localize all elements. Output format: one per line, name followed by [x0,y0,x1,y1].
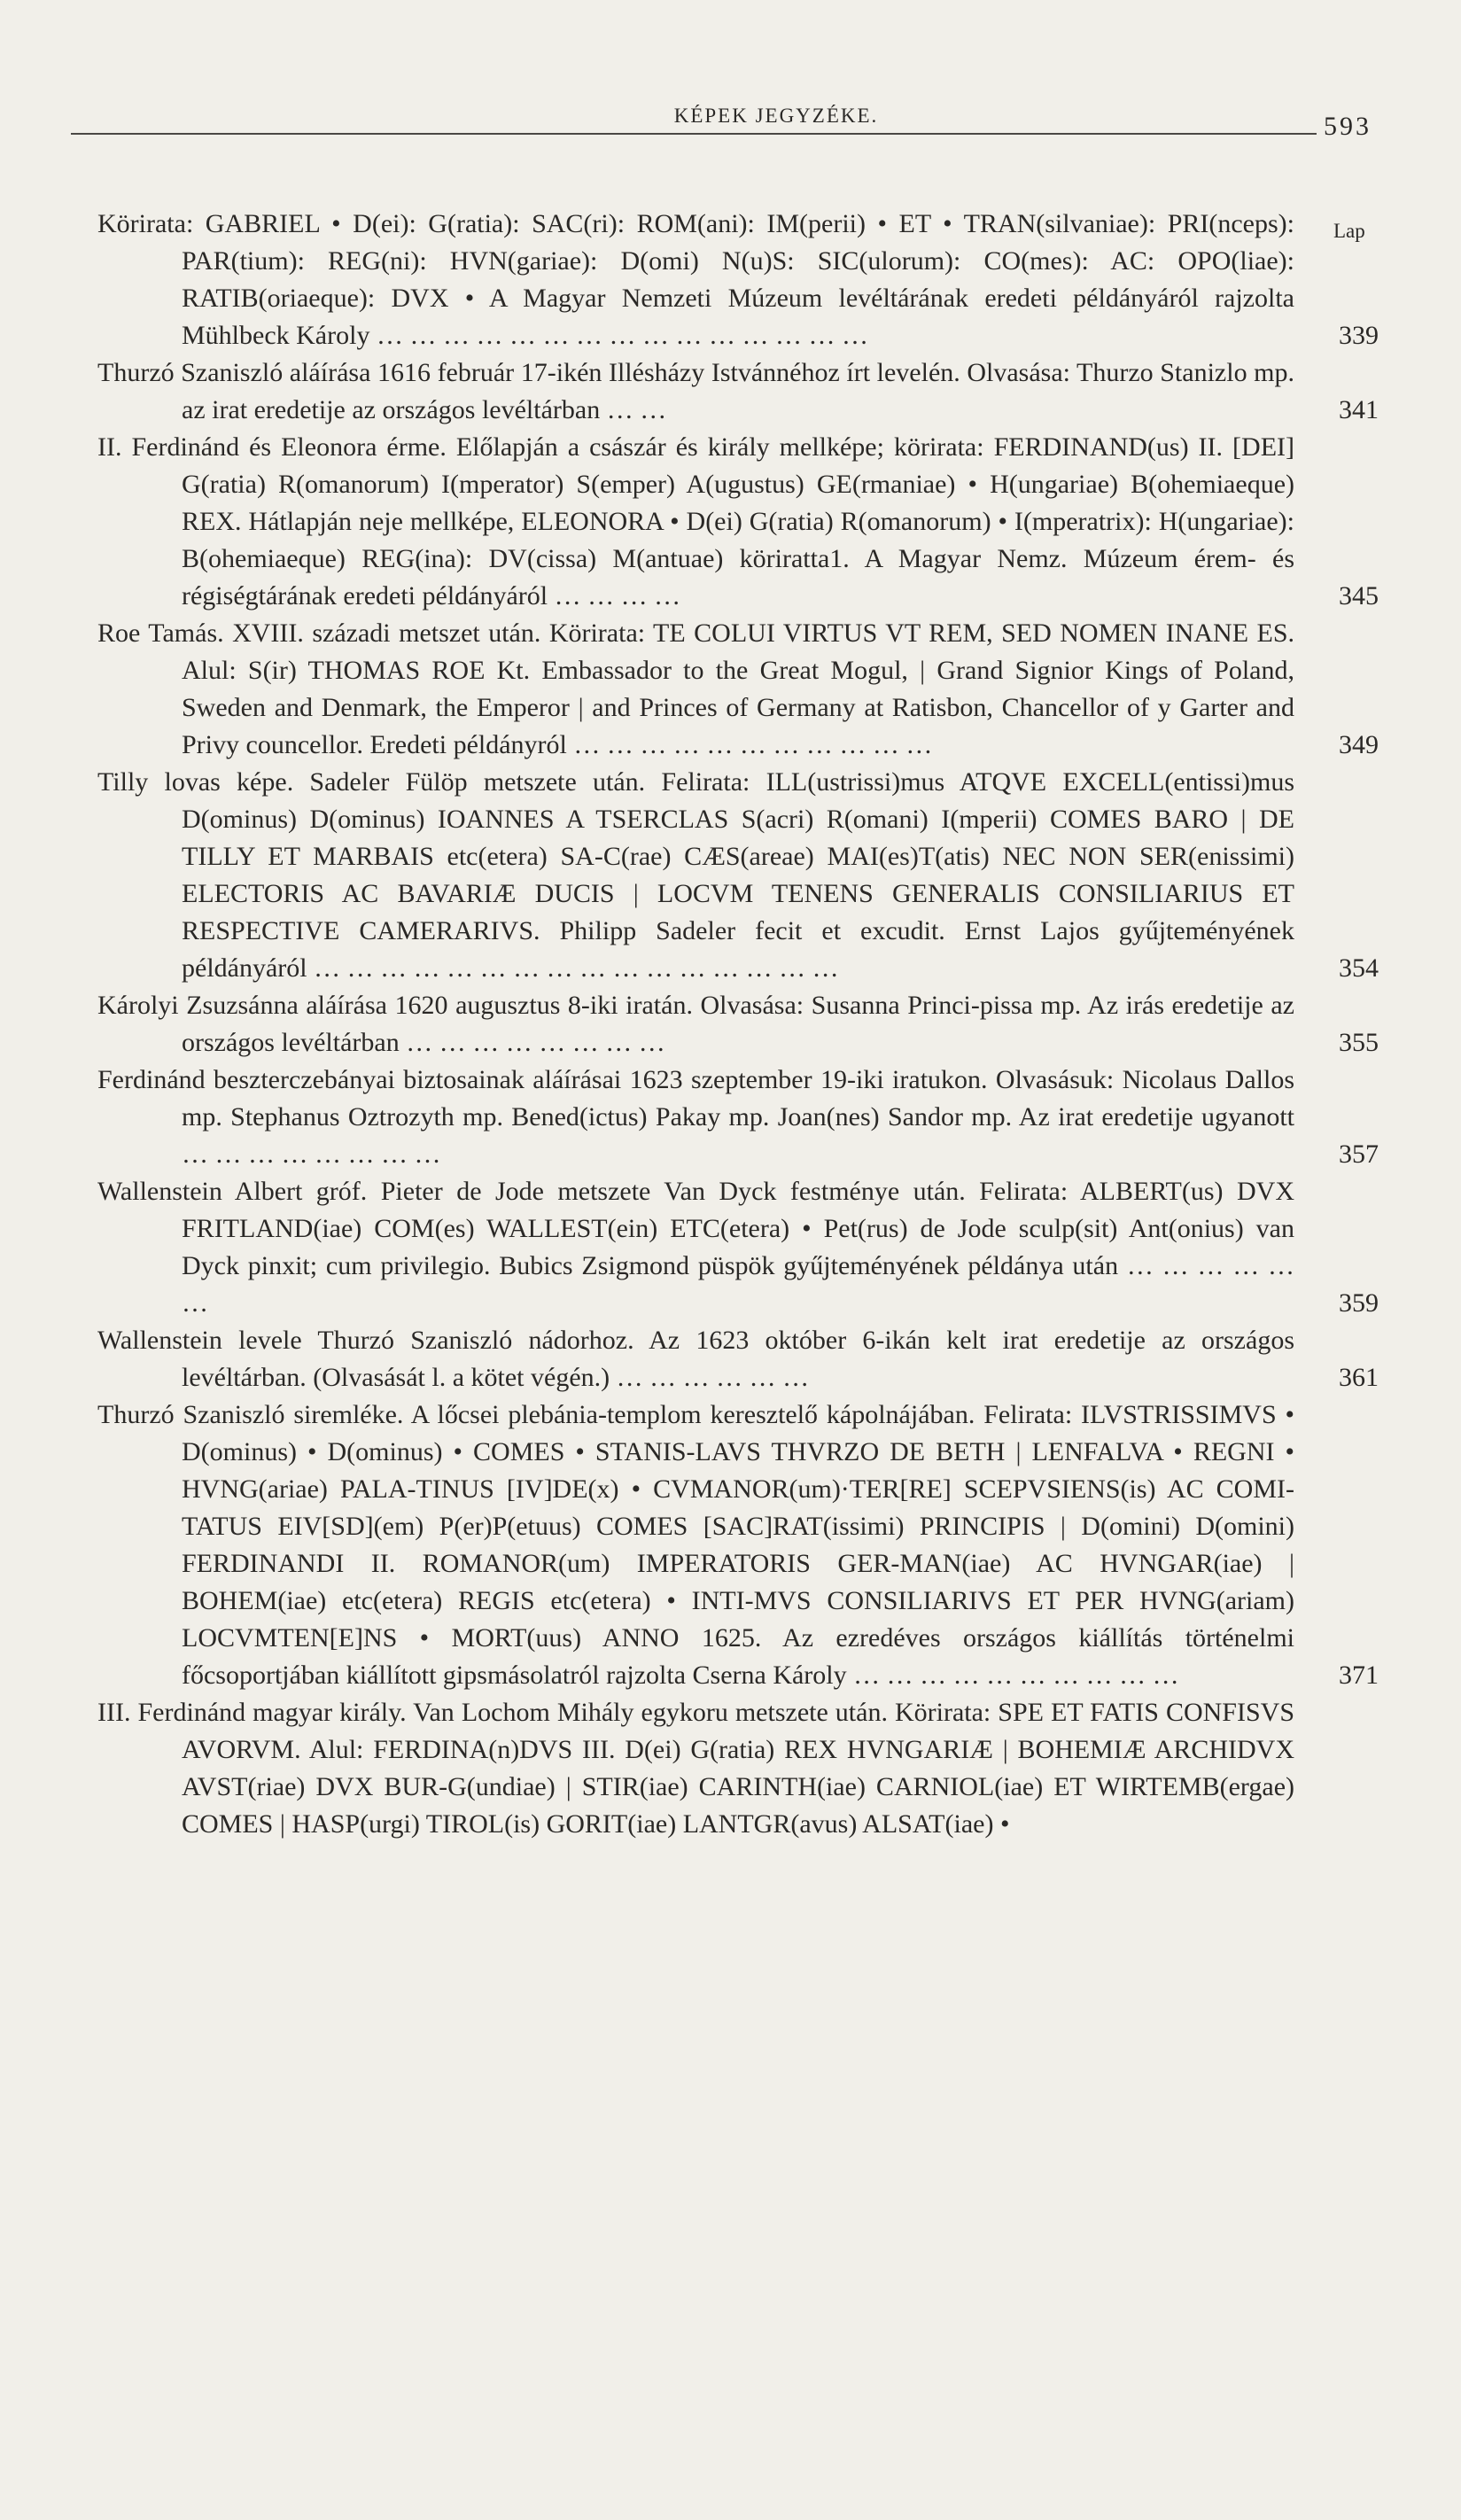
list-entry [97,615,1379,764]
entry-page: 361 [1339,1363,1379,1392]
entry-text: III. Ferdinánd magyar király. Van Lochom Mihály egykoru metszete után. Körirata: SPE ET FATIS CONFISVS AVORVM. Alul: FERDINA(n)DVS III. D(ei) G(ratia) REX HVNGARIÆ | BOHEMIÆ ARCHIDVX AVST(riae) DVX BUR-G(undiae) | STIR(iae) CARINTH(iae) CARNIOL(iae) ET WIRTEMB(ergae) COMES | HASP(urgi) TIROL(is) GORIT(iae) LANTGR(avus) ALSAT(iae) • [97,1698,1294,1839]
list-entry [97,987,1379,1062]
list-entry [97,1322,1379,1396]
entry-text: Ferdinánd beszterczebányai biztosainak aláírásai 1623 szeptember 19-iki iratukon. Olvasásuk: Nicolaus Dallos mp. Stephanus Oztrozyth mp. Bened(ictus) Pakay mp. Joan(nes) Sandor mp. Az irat eredetije ugyanott … … … … … … … … [97,1065,1294,1169]
entry-page: 371 [1339,1661,1379,1690]
entry-page: 354 [1339,953,1379,983]
entry-text: Thurzó Szaniszló aláírása 1616 február 17-ikén Illésházy Istvánnéhoz írt levelén. Olvasása: Thurzo Stanizlo mp. az irat eredetije az országos levéltárban … … [97,358,1294,424]
list-entry [97,764,1379,987]
entry-page: 349 [1339,730,1379,759]
header-rule [71,133,1372,135]
page-number: 593 [1317,112,1372,142]
header-title: KÉPEK JEGYZÉKE. [594,105,959,128]
entry-text: Thurzó Szaniszló siremléke. A lőcsei plebánia-templom keresztelő kápolnájában. Felirata: ILVSTRISSIMVS • D(ominus) • D(ominus) • COMES • STANIS-LAVS THVRZO DE BETH | LENFALVA • REGNI • HVNG(ariae) PALA-TINUS [IV]DE(x) • CVMANOR(um)·TER[RE] SCEPVSIENS(is) AC COMI-TATUS EIV[SD](em) P(er)P(etuus) COMES [SAC]RAT(issimi) PRINCIPIS | D(omini) D(omini) FERDINANDI II. ROMANOR(um) IMPERATORIS GER-MAN(iae) AC HVNGAR(iae) | BOHEM(iae) etc(etera) REGIS etc(etera) • INTI-MVS CONSILIARIVS ET PER HVNG(ariam) LOCVMTEN[E]NS • MORT(uus) ANNO 1625. Az ezredéves országos kiállítás történelmi főcsoportjában kiállított gipsmásolatról rajzolta Cserna Károly … … … … … … … … … … [97,1400,1294,1690]
entry-text: Tilly lovas képe. Sadeler Fülöp metszete után. Felirata: ILL(ustrissi)mus ATQVE EXCELL(entissi)mus D(ominus) D(ominus) IOANNES A TSERCLAS S(acri) R(omani) I(mperii) COMES BARO | DE TILLY ET MARBAIS etc(etera) SA-C(rae) CÆS(areae) MAI(es)T(atis) NEC NON SER(enissimi) ELECTORIS AC BAVARIÆ DUCIS | LOCVM TENENS GENERALIS CONSILIARIUS ET RESPECTIVE CAMERARIVS. Philipp Sadeler fecit et excudit. Ernst Lajos gyűjteményének példányáról … … … … … … … … … … … … … … … … [97,767,1294,983]
list-entry [97,429,1379,615]
list-entry [97,1173,1379,1322]
entry-text: Roe Tamás. XVIII. századi metszet után. Körirata: TE COLUI VIRTUS VT REM, SED NOMEN INANE ES. Alul: S(ir) THOMAS ROE Kt. Embassador to the Great Mogul, | Grand Signior Kings of Poland, Sweden and Denmark, the Emperor | and Princes of Germany at Ratisbon, Chancellor of y Garter and Privy councellor. Eredeti példányról … … … … … … … … … … … [97,618,1294,759]
entry-page: 339 [1339,321,1379,350]
list-entry [97,354,1379,429]
entry-page: 345 [1339,581,1379,611]
entry-page: 357 [1339,1139,1379,1169]
column-label: Lap [1333,220,1365,242]
entry-text: Körirata: GABRIEL • D(ei): G(ratia): SAC(ri): ROM(ani): IM(perii) • ET • TRAN(silvaniae): PRI(nceps): PAR(tium): REG(ni): HVN(gariae): D(omi) N(u)S: SIC(ulorum): CO(mes): AC: OPO(liae): RATIB(oriaeque): DVX • A Magyar Nemzeti Múzeum levéltárának eredeti példányáról rajzolta Mühlbeck Károly … … … … … … … … … … … … … … … [97,209,1294,350]
entry-page: 359 [1339,1288,1379,1318]
running-header [71,99,1372,142]
list-entry [97,1062,1379,1173]
entry-page: 341 [1339,395,1379,424]
entry-text: Wallenstein levele Thurzó Szaniszló nádorhoz. Az 1623 október 6-ikán kelt irat eredetije az országos levéltárban. (Olvasását l. a kötet végén.) … … … … … … [97,1326,1294,1392]
list-entry [97,206,1379,354]
entry-text: II. Ferdinánd és Eleonora érme. Előlapján a császár és király mellképe; körirata: FERDINAND(us) II. [DEI] G(ratia) R(omanorum) I(mperator) S(emper) A(ugustus) GE(rmaniae) • H(ungariae) B(ohemiaeque) REX. Hátlapján neje mellképe, ELEONORA • D(ei) G(ratia) R(omanorum) • I(mperatrix): H(ungariae): B(ohemiaeque) REG(ina): DV(cissa) M(antuae) köriratta1. A Magyar Nemz. Múzeum érem- és régiségtárának eredeti példányáról … … … … [97,432,1294,611]
entry-page: 355 [1339,1028,1379,1057]
image-list [97,206,1379,1843]
entry-text: Wallenstein Albert gróf. Pieter de Jode metszete Van Dyck festménye után. Felirata: ALBERT(us) DVX FRITLAND(iae) COM(es) WALLEST(ein) ETC(etera) • Pet(rus) de Jode sculp(sit) Ant(onius) van Dyck pinxit; cum privilegio. Bubics Zsigmond püspök gyűjteményének példánya után … … … … … … [97,1177,1294,1318]
list-entry [97,1396,1379,1694]
entry-text: Károlyi Zsuzsánna aláírása 1620 augusztus 8-iki iratán. Olvasása: Susanna Princi-pissa mp. Az irás eredetije az országos levéltárban … … … … … … … … [97,991,1294,1057]
list-entry [97,1694,1379,1843]
